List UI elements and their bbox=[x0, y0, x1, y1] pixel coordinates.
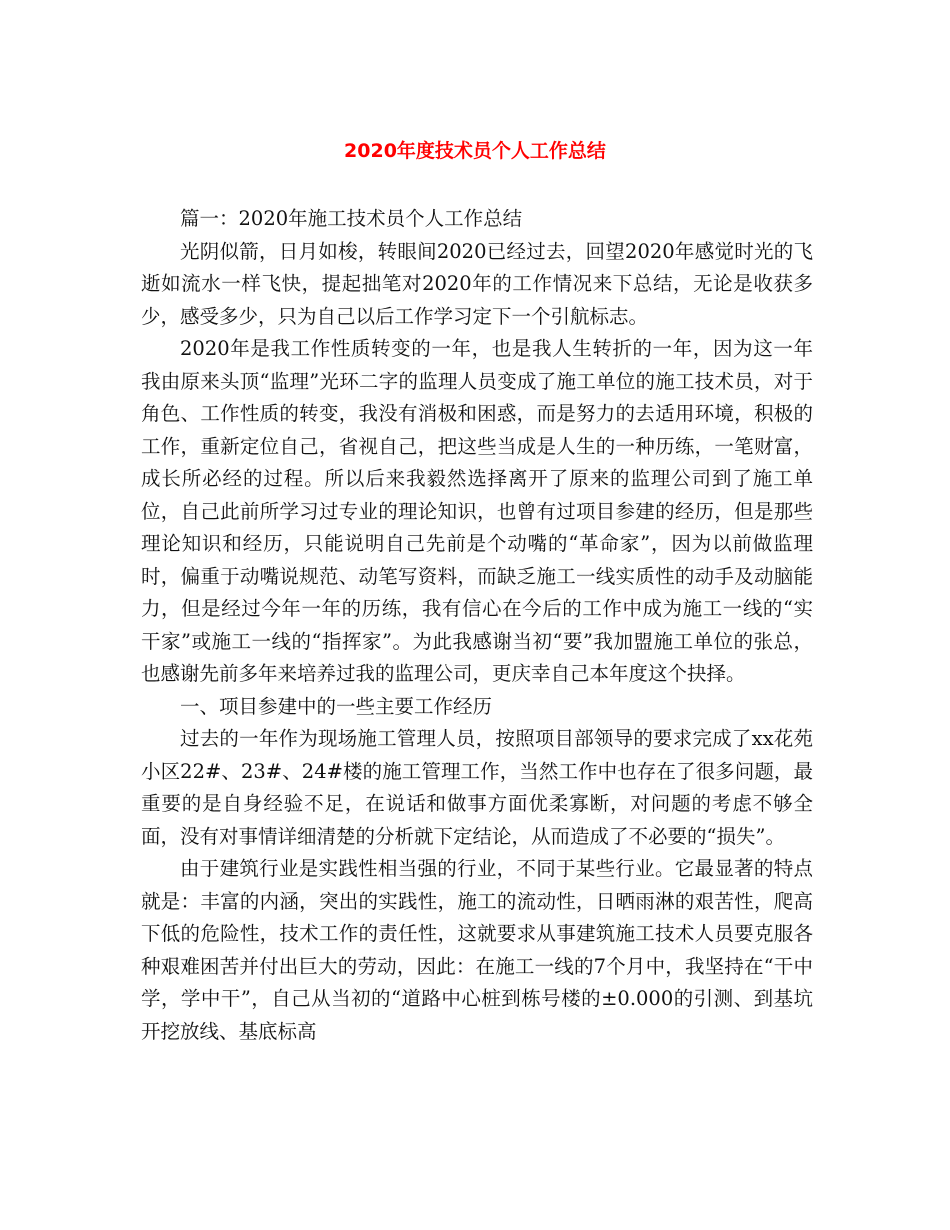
paragraph-career-change: 2020年是我工作性质转变的一年，也是我人生转折的一年，因为这一年我由原来头顶“监理”光环二字的监理人员变成了施工单位的施工技术员，对于角色、工作性质的转变，我没有消极和困惑，而是努力的去适用环境，积极的工作，重新定位自己，省视自己，把这些当成是人生的一种历练，一笔财富，成长所必经的过程。所以后来我毅然选择离开了原来的监理公司到了施工单位，自己此前所学习过专业的理论知识，也曾有过项目参建的经历，但是那些理论知识和经历，只能说明自己先前是个动嘴的“革命家”，因为以前做监理时，偏重于动嘴说规范、动笔写资料，而缺乏施工一线实质性的动手及动脑能力，但是经过今年一年的历练，我有信心在今后的工作中成为施工一线的“实干家”或施工一线的“指挥家”。为此我感谢当初“要”我加盟施工单位的张总，也感谢先前多年来培养过我的监理公司，更庆幸自己本年度这个抉择。 bbox=[141, 337, 813, 685]
document-body bbox=[141, 203, 813, 1048]
paragraph-subtitle: 篇一：2020年施工技术员个人工作总结 bbox=[180, 207, 523, 230]
paragraph-project-work: 过去的一年作为现场施工管理人员，按照项目部领导的要求完成了xx花苑小区22#、23#、24#楼的施工管理工作，当然工作中也存在了很多问题，最重要的是自身经验不足，在说话和做事方面优柔寡断，对问题的考虑不够全面，没有对事情详细清楚的分析就下定结论，从而造成了不必要的“损失”。 bbox=[141, 727, 813, 848]
document-title: 2020年度技术员个人工作总结 bbox=[344, 140, 606, 162]
paragraph-industry: 由于建筑行业是实践性相当强的行业，不同于某些行业。它最显著的特点就是：丰富的内涵，突出的实践性，施工的流动性，日晒雨淋的艰苦性，爬高下低的危险性，技术工作的责任性，这就要求从事建筑施工技术人员要克服各种艰难困苦并付出巨大的劳动，因此：在施工一线的7个月中，我坚持在“干中学，学中干”，自己从当初的“道路中心桩到栋号楼的±0.000的引测、到基坑开挖放线、基底标高 bbox=[141, 857, 813, 1043]
paragraph-intro: 光阴似箭，日月如梭，转眼间2020已经过去，回望2020年感觉时光的飞逝如流水一样飞快，提起拙笔对2020年的工作情况来下总结，无论是收获多少，感受多少，只为自己以后工作学习定下一个引航标志。 bbox=[141, 239, 813, 328]
section-heading: 一、项目参建中的一些主要工作经历 bbox=[180, 694, 493, 718]
